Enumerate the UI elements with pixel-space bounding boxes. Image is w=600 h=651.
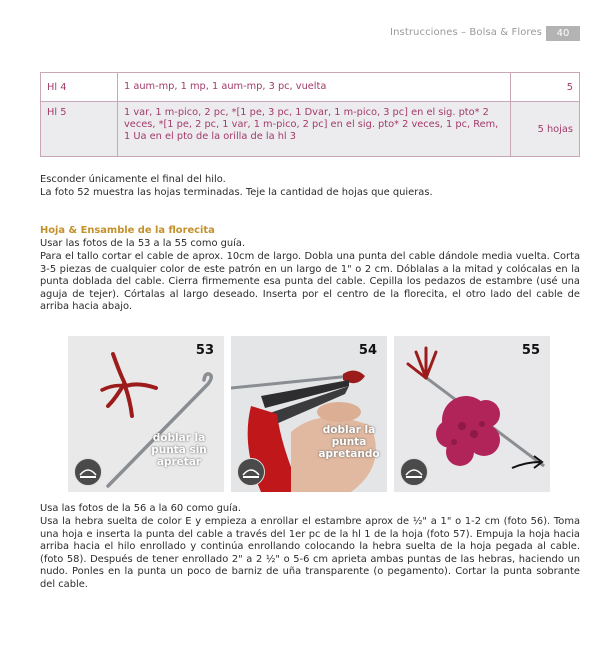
paragraph-wrap-instructions: Usa la hebra suelta de color E y empieza a enrollar el estambre aprox de ½" a 1" o 1-2 cm (foto 56). Toma una hoja e inserta la punta del cable a través del 1er pc de la hl 1 de la hoja (foto 57). Empuja la hoja hacia arriba hacia el hilo enrollado y continúa enrollando colocando la hebra suelta de la hoja pegada al cable.(foto 58). Después de tener enrollado 2" a 2 ½" o 5-6 cm aprieta ambas puntas de las hebras, haciendo un nudo. Ponles en la punta un poco de barniz de uña transparente (o pegamento). Cortar la punta sobrante del cable. xyxy=(40,516,580,590)
row-result: 5 xyxy=(511,73,580,102)
page-number: 40 xyxy=(546,26,580,41)
photo-number: 54 xyxy=(358,343,377,358)
brand-logo xyxy=(237,458,265,486)
table-row xyxy=(41,73,580,102)
section-title: Hoja & Ensamble de la florecita xyxy=(40,225,215,236)
photo-number: 53 xyxy=(195,343,214,358)
paragraph-photos-56-60: Usa las fotos de la 56 a la 60 como guía. xyxy=(40,503,242,514)
photo-55 xyxy=(394,336,550,492)
photo-54 xyxy=(231,336,387,492)
photo-caption: doblar la punta apretando xyxy=(318,424,380,460)
paragraph-photo-52: La foto 52 muestra las hojas terminadas. Teje la cantidad de hojas que quieras. xyxy=(40,187,433,198)
paragraph-hide-thread: Esconder únicamente el final del hilo. xyxy=(40,174,226,185)
paragraph-photos-53-55: Usar las fotos de la 53 a la 55 como guía. xyxy=(40,238,246,249)
row-label: Hl 5 xyxy=(41,102,118,157)
row-instructions: 1 var, 1 m-pico, 2 pc, *[1 pe, 3 pc, 1 Dvar, 1 m-pico, 3 pc] en el sig. pto* 2 veces, *[1 pe, 2 pc, 1 var, 1 m-pico, 2 pc] en el sig. pto* 2 veces, 1 pc, Rem, 1 Ua en el pto de la orilla de la hl 3 xyxy=(118,102,511,157)
table-row xyxy=(41,102,580,157)
photo-53 xyxy=(68,336,224,492)
row-result: 5 hojas xyxy=(511,102,580,157)
row-label: Hl 4 xyxy=(41,73,118,102)
pattern-table xyxy=(40,72,580,157)
photo-number: 55 xyxy=(521,343,540,358)
row-instructions: 1 aum-mp, 1 mp, 1 aum-mp, 3 pc, vuelta xyxy=(118,73,511,102)
paragraph-stem-instructions: Para el tallo cortar el cable de aprox. 10cm de largo. Dobla una punta del cable dándole media vuelta. Corta 3-5 piezas de cualquier color de este patrón en un largo de 1" o 2 cm. Dóblalas a la mitad y colócalas en la punta doblada del cable. Cierra firmemente esa punta del cable. Cepilla los pedazos de estambre (usé una aguja de tejer). Córtalas al largo deseado. Inserta por el centro de la florecita, el otro lado del cable de arriba hacia abajo. xyxy=(40,251,580,313)
brand-logo xyxy=(400,458,428,486)
photo-caption: doblar la punta sin apretar xyxy=(151,432,207,468)
header-title: Instrucciones – Bolsa & Flores xyxy=(390,27,542,38)
brand-logo xyxy=(74,458,102,486)
page-header xyxy=(0,26,600,42)
